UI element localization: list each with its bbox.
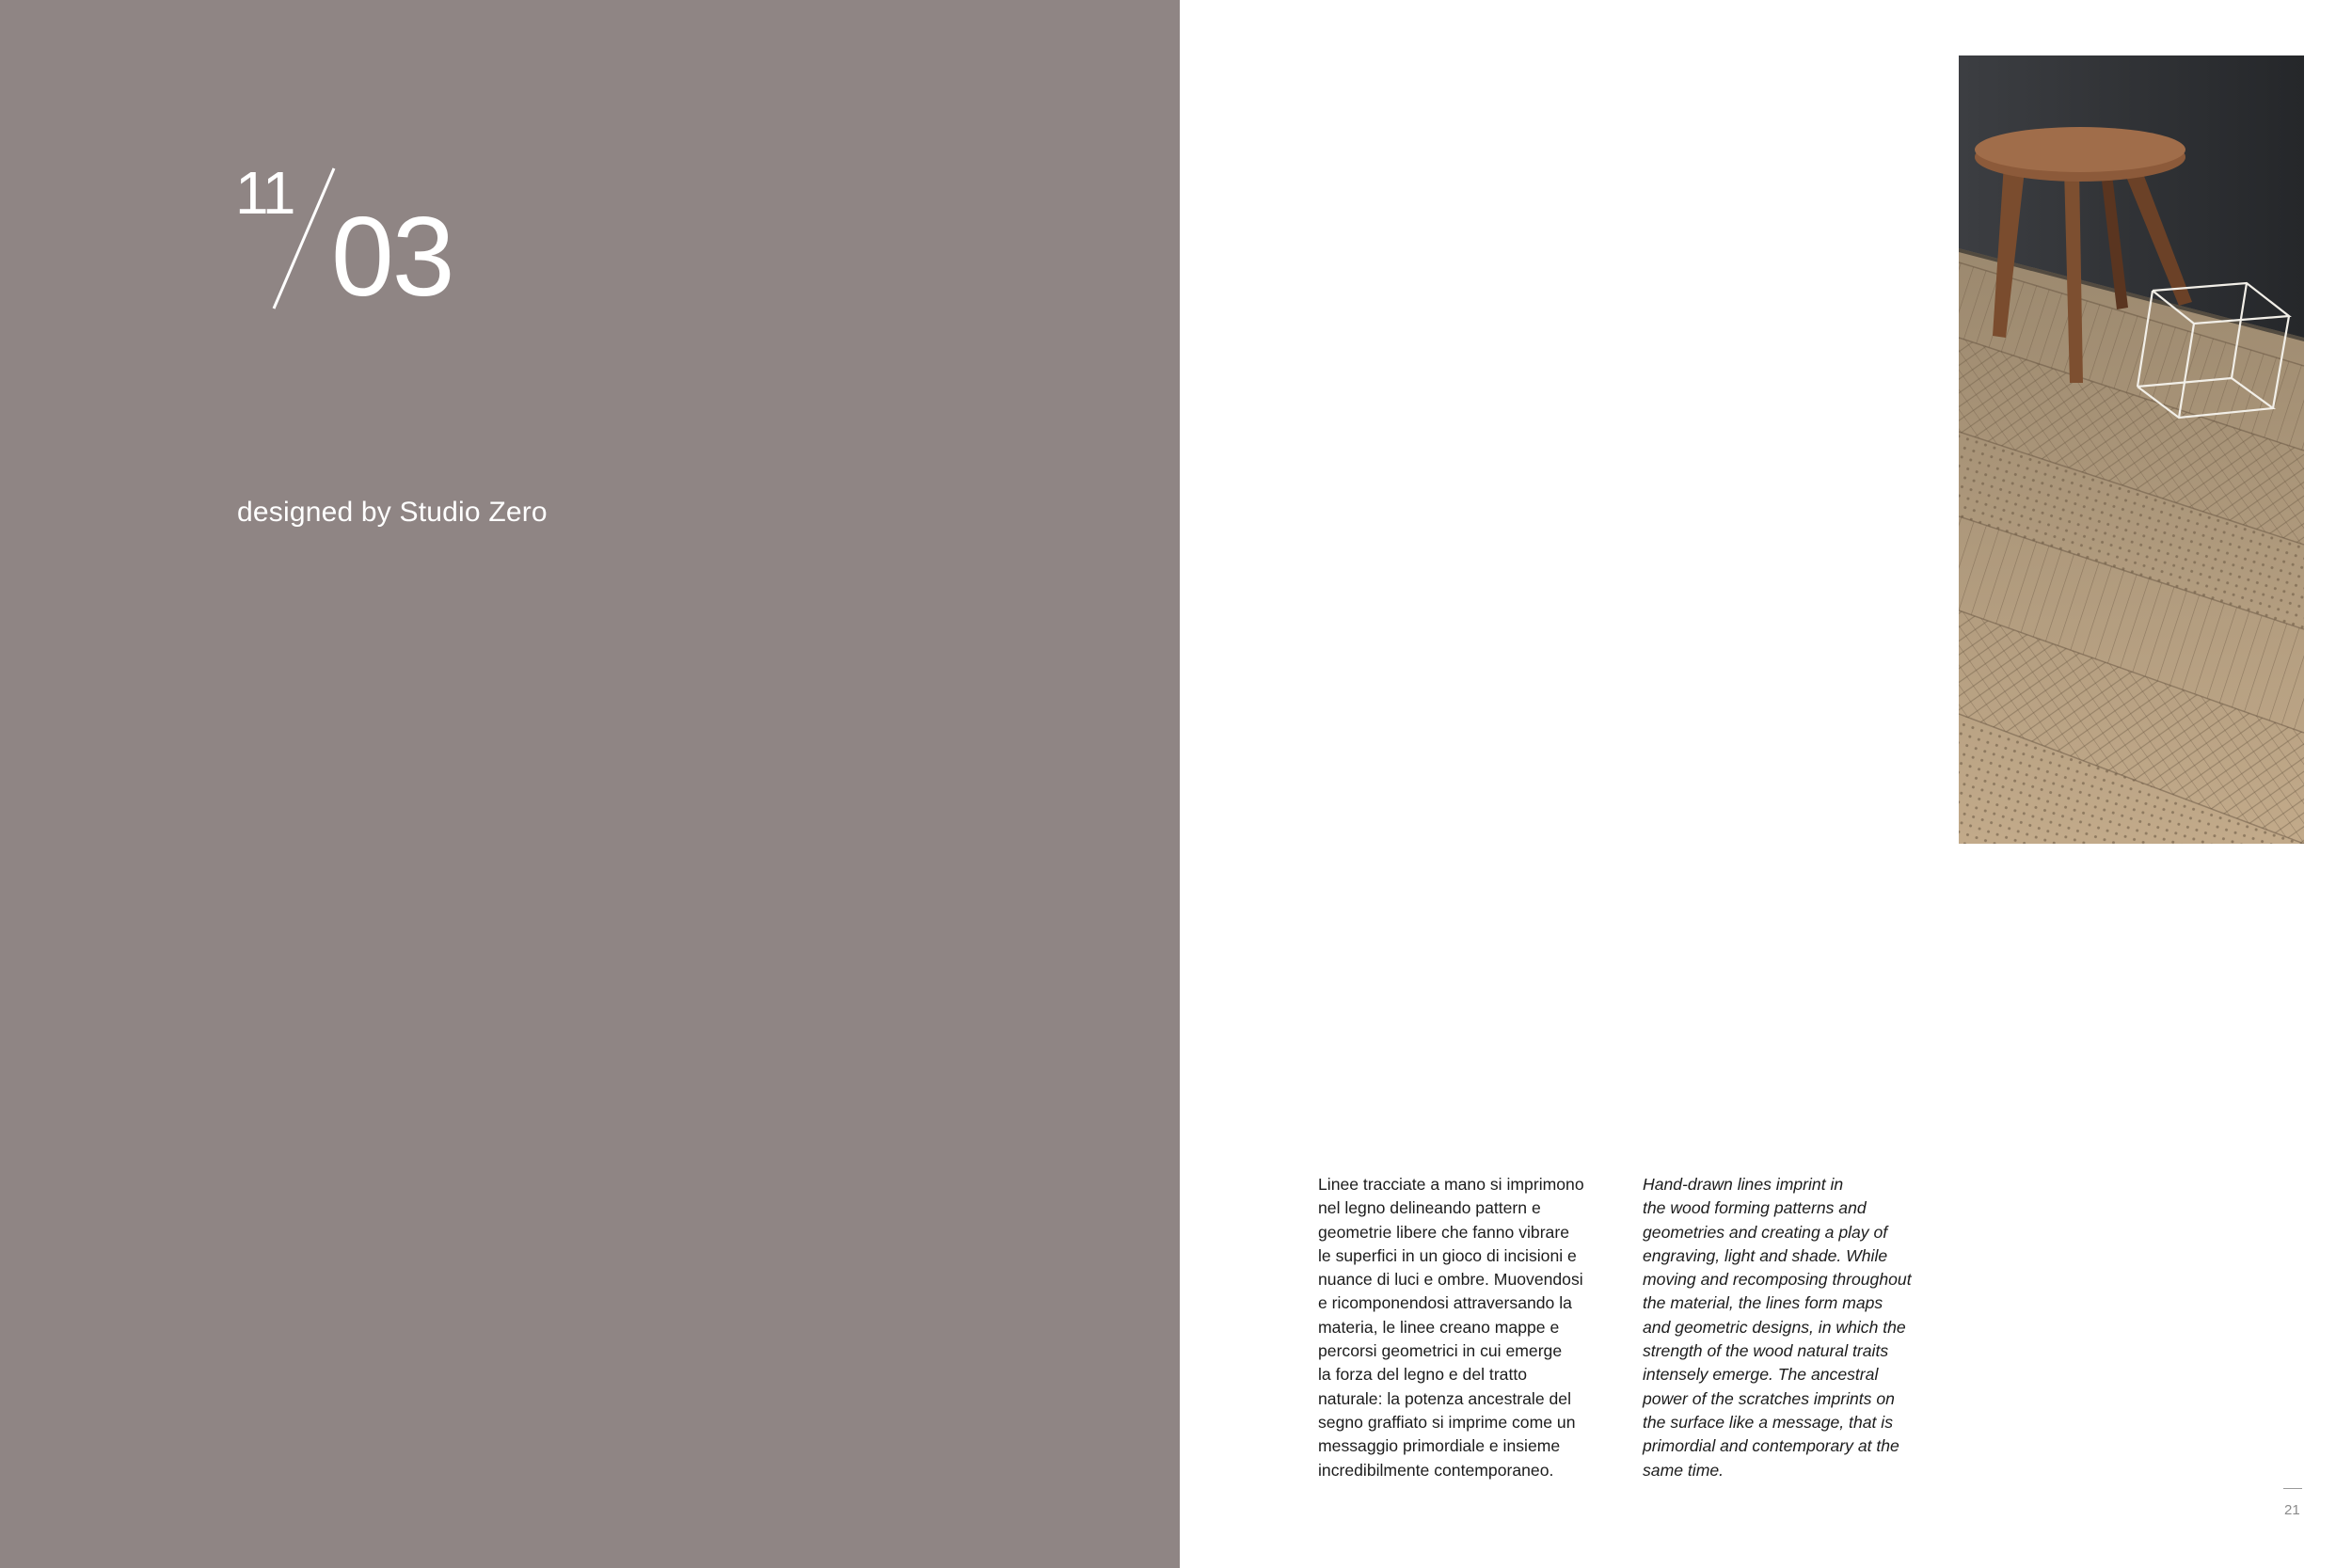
body-text-italian: Linee tracciate a mano si imprimono nel legno delineando pattern e geometrie libere che fanno vibrare le superfici in un gioco di incisioni e nuance di luci e ombre. Muovendosi e ricomponendosi attraversando la materia, le linee creano mappe e percorsi geometrici in cui emerge la forza del legno e del tratto naturale: la potenza ancestrale del segno graffiato si imprime come un messaggio primordiale e insieme incredibilmente contemporaneo. <box>1318 1175 1584 1480</box>
stool-on-patterned-wood-floor-photo <box>1959 55 2304 844</box>
page-number-rule <box>2283 1488 2302 1489</box>
body-text-english: Hand-drawn lines imprint in the wood forming patterns and geometries and creating a play of engraving, light and shade. While moving and recomposing throughout the material, the lines form maps and geometric designs, in which the strength of the wood natural traits intensely emerge. The ancestral power of the scratches imprints on the surface like a message, that is primordial and contemporary at the same time. <box>1643 1175 1912 1480</box>
collection-number-top: 11 <box>235 159 294 227</box>
collection-number-bottom: 03 <box>331 194 453 320</box>
collection-number <box>235 155 536 325</box>
product-photo <box>1959 55 2304 844</box>
designer-credit: designed by Studio Zero <box>237 497 548 528</box>
page-number: 21 <box>2284 1502 2300 1518</box>
